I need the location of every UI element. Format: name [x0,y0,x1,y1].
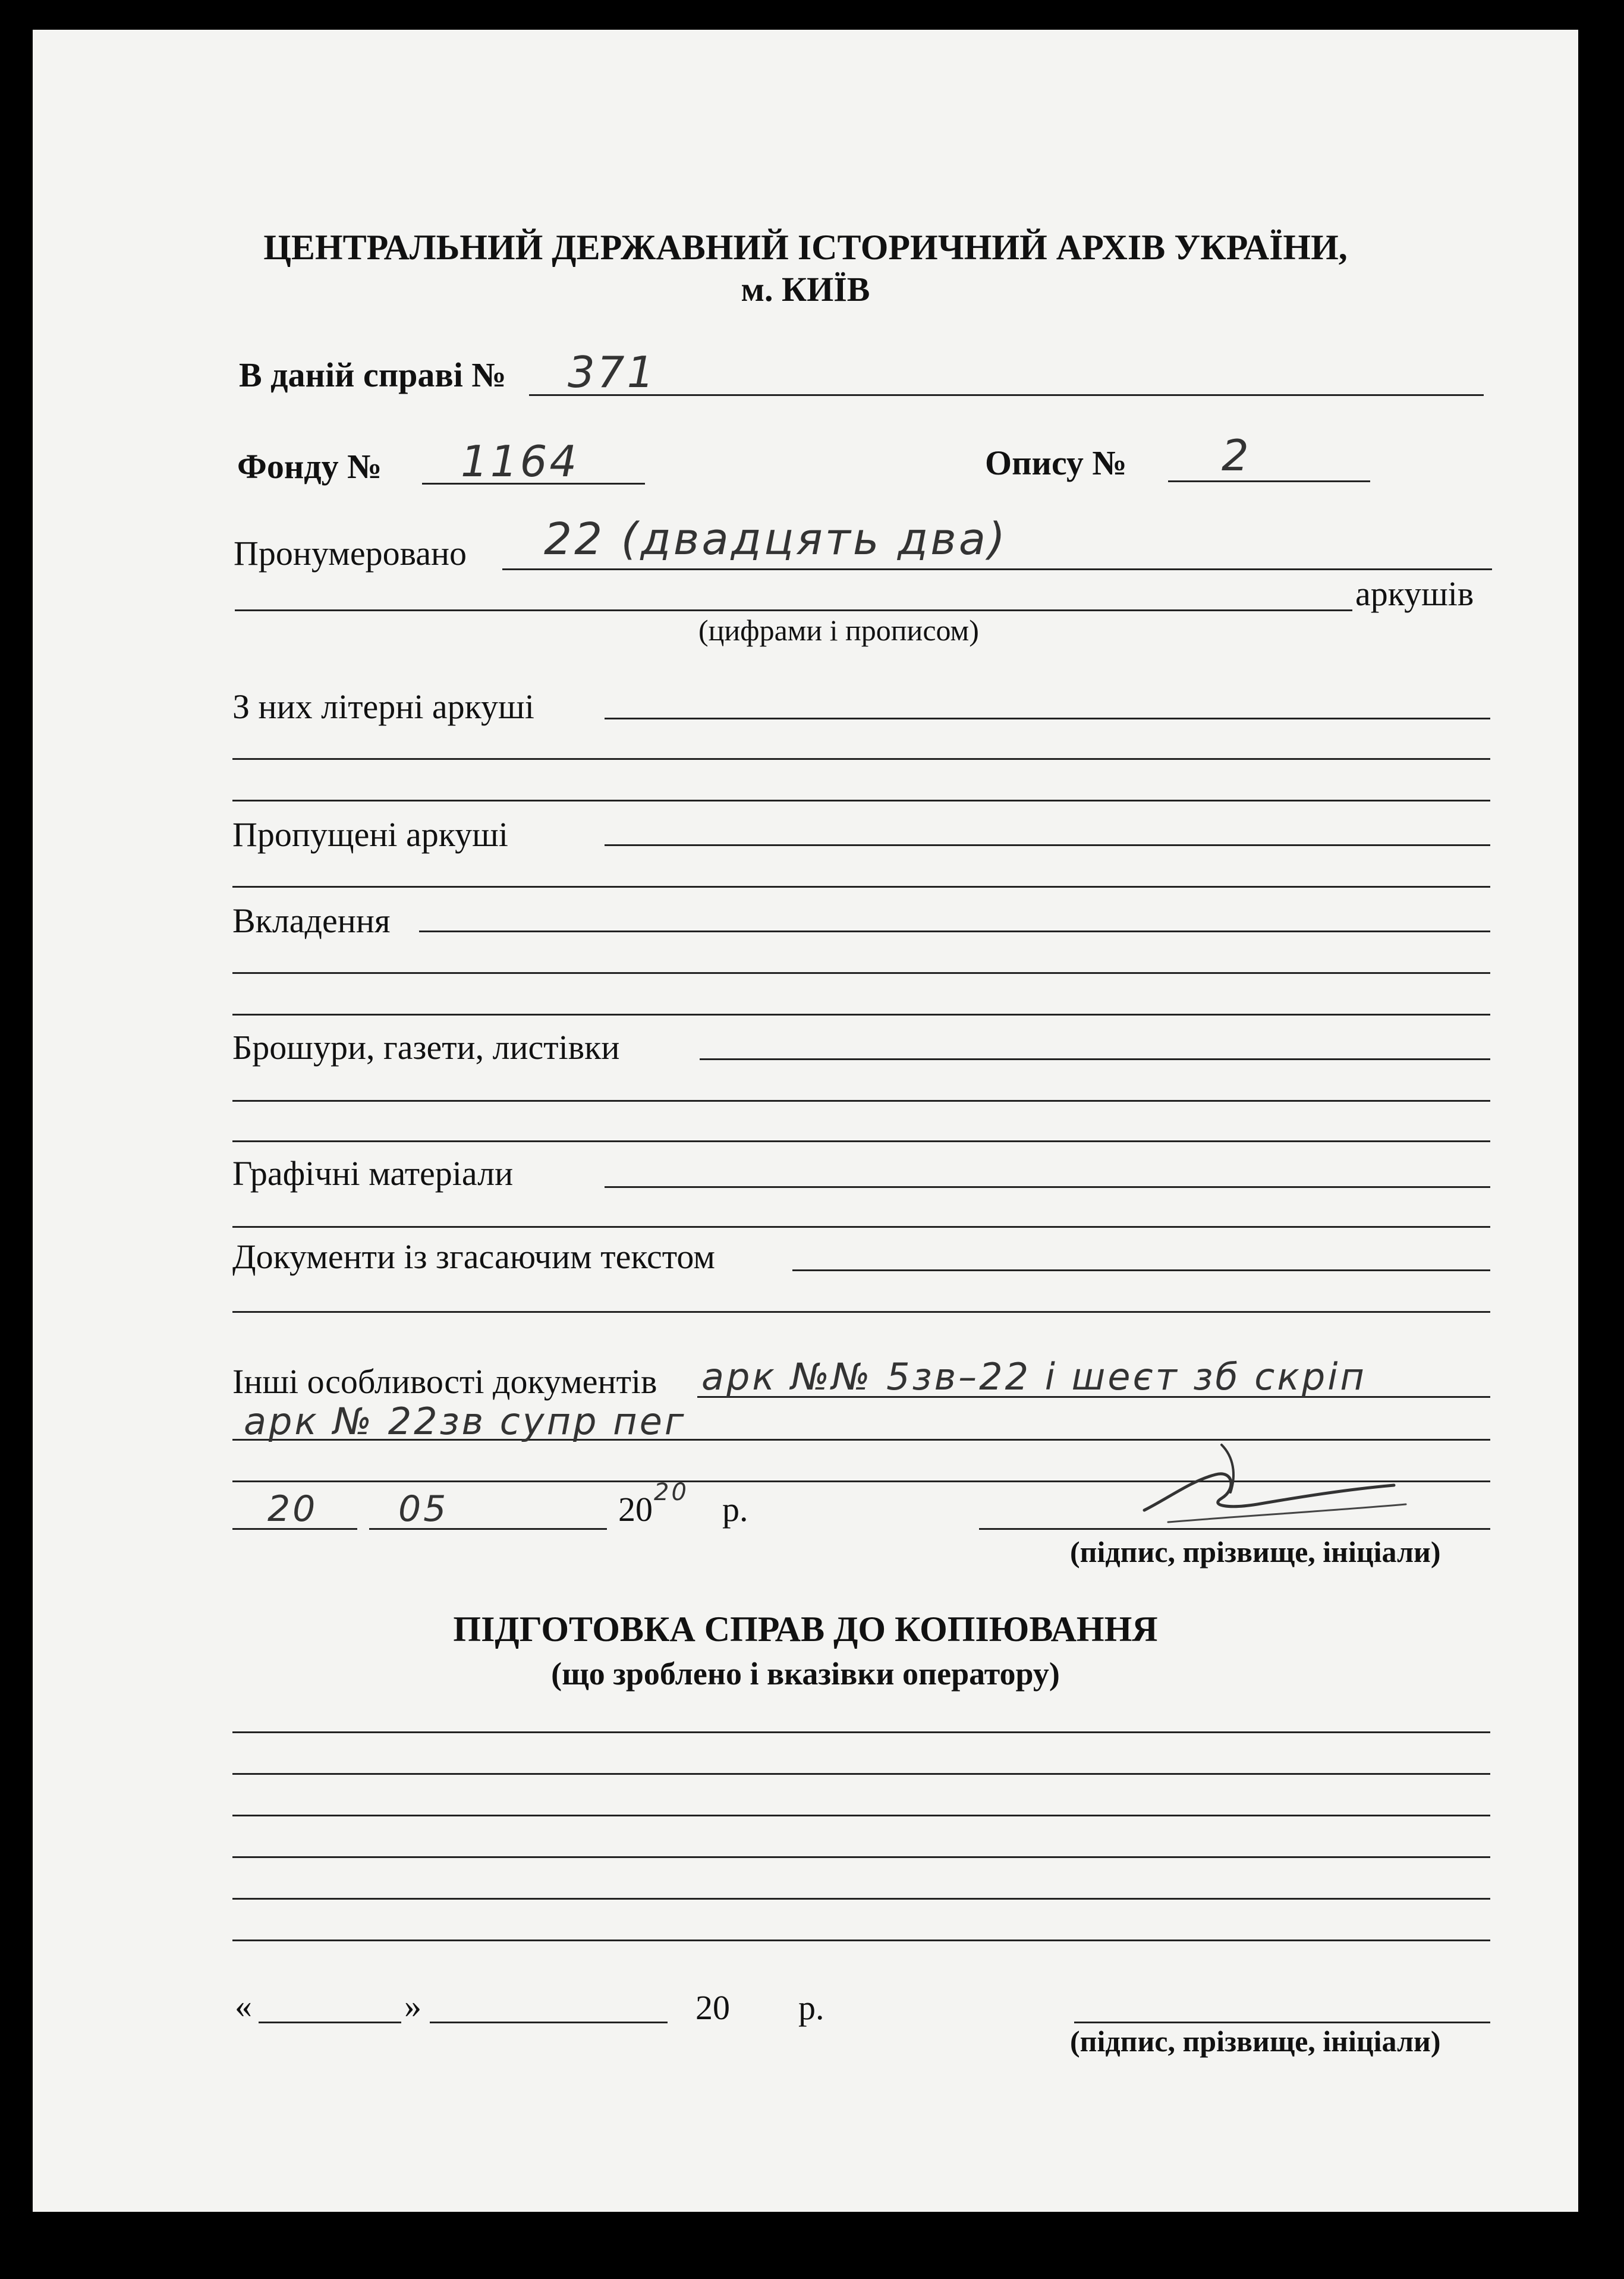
numbered-hint: (цифрами і прописом) [698,614,979,647]
missing-sheets-label: Пропущені аркуші [232,815,508,854]
attachments-line-2 [232,972,1490,974]
graphic-label: Графічні матеріали [232,1154,514,1193]
numbered-line-2 [235,609,1352,611]
case-number-value: 371 [568,347,657,397]
signature-line-2 [1074,2022,1490,2023]
prep-line-5 [232,1898,1490,1900]
numbered-value: 22 (двадцять два) [544,514,1008,565]
date-year-unit: р. [722,1490,748,1529]
case-number-line [529,394,1484,396]
literal-sheets-line-2 [232,758,1490,760]
numbered-suffix: аркушів [1355,574,1474,613]
prep-line-1 [232,1731,1490,1733]
archive-title: ЦЕНТРАЛЬНИЙ ДЕРЖАВНИЙ ІСТОРИЧНИЙ АРХІВ УКРАЇНИ, [263,228,1348,267]
graphic-line-1 [605,1186,1490,1188]
prep-line-6 [232,1939,1490,1941]
brochures-line-3 [232,1140,1490,1142]
signature-caption-2: (підпис, прізвище, ініціали) [1070,2025,1441,2058]
date-day: 20 [267,1488,318,1530]
attachments-line-3 [232,1014,1490,1016]
fund-value: 1164 [461,436,580,486]
prep-line-3 [232,1815,1490,1816]
inventory-line [1168,480,1370,482]
signature-caption-1: (підпис, прізвище, ініціали) [1070,1535,1441,1568]
other-features-label: Інші особливості документів [232,1362,657,1401]
section2-title: ПІДГОТОВКА СПРАВ ДО КОПІЮВАННЯ [453,1610,1158,1649]
inventory-label: Опису № [985,444,1127,482]
footer-day-line [259,2022,401,2023]
fading-text-line-1 [792,1269,1490,1271]
footer-year-unit: р. [798,1988,824,2027]
case-number-label: В даній справі № [239,356,506,394]
signature-mark [1132,1433,1418,1534]
archive-city: м. КИЇВ [741,270,870,309]
date-year-prefix: 20 [618,1490,653,1529]
numbered-label: Пронумеровано [234,534,467,573]
other-features-value-2: арк № 22зв супр пег [244,1400,687,1443]
footer-month-line [430,2022,668,2023]
section2-subtitle: (що зроблено і вказівки оператору) [551,1656,1060,1692]
brochures-line-2 [232,1100,1490,1102]
inventory-value: 2 [1222,430,1251,480]
other-features-value-1: арк №№ 5зв–22 і шеєт зб скріп [701,1355,1367,1398]
missing-sheets-line-2 [232,886,1490,888]
archive-form-page [33,30,1578,2212]
numbered-line-1 [502,568,1492,570]
attachments-line-1 [419,931,1490,932]
footer-close-quote: » [404,1986,421,2025]
fading-text-line-2 [232,1311,1490,1313]
fading-text-label: Документи із згасаючим текстом [232,1237,715,1276]
literal-sheets-line-3 [232,800,1490,801]
date-month: 05 [398,1488,449,1530]
prep-line-4 [232,1856,1490,1858]
date-year-suffix: 20 [654,1479,689,1506]
literal-sheets-label: З них літерні аркуші [232,687,534,726]
fund-label: Фонду № [237,447,382,486]
brochures-line-1 [700,1058,1490,1060]
missing-sheets-line-1 [605,844,1490,846]
attachments-label: Вкладення [232,901,391,940]
footer-year: 20 [695,1988,730,2027]
prep-line-2 [232,1773,1490,1775]
graphic-line-2 [232,1226,1490,1228]
brochures-label: Брошури, газети, листівки [232,1028,620,1067]
literal-sheets-line-1 [605,718,1490,719]
scan-border-bottom [0,2212,1624,2279]
footer-open-quote: « [235,1986,252,2025]
